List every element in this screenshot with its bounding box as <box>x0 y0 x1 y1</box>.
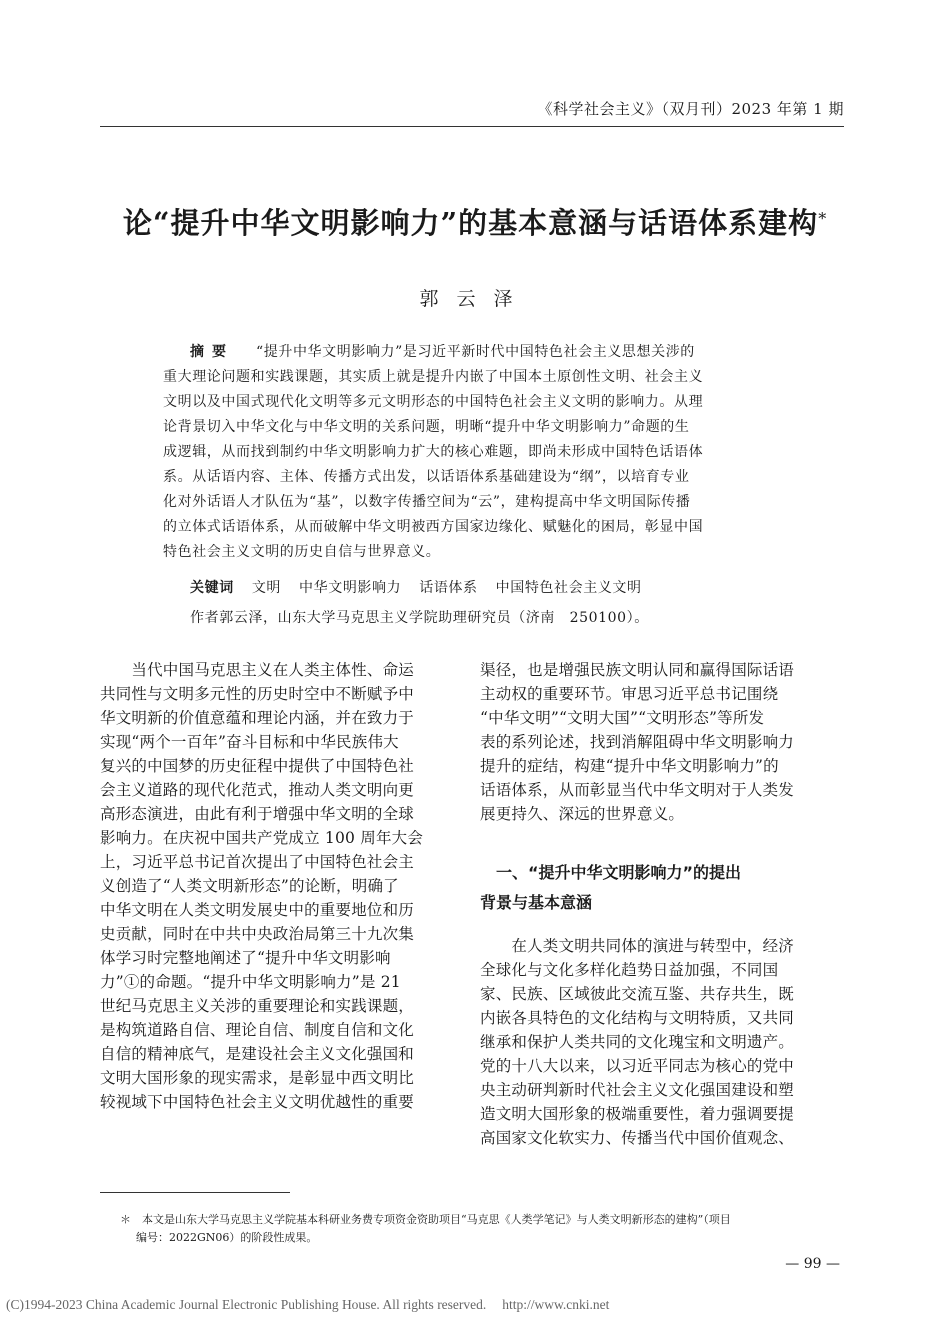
abstract-line: 文明以及中国式现代化文明等多元文明形态的中国特色社会主义文明的影响力。从理 <box>163 394 704 410</box>
paragraph-line: 高国家文化软实力、传播当代中国价值观念、 <box>480 1129 795 1147</box>
paragraph-line: 央主动研判新时代社会主义文化强国建设和塑 <box>480 1081 795 1099</box>
title-footnote-mark: * <box>818 209 828 228</box>
paragraph-line: 党的十八大以来，以习近平同志为核心的党中 <box>480 1057 795 1075</box>
paragraph-line: 是构筑道路自信、理论自信、制度自信和文化 <box>100 1021 415 1039</box>
page-number: — 99 — <box>785 1256 840 1272</box>
abstract-line: 特色社会主义文明的历史自信与世界意义。 <box>163 544 441 560</box>
paragraph-line: 表的系列论述，找到消解阻碍中华文明影响力 <box>480 733 795 751</box>
footnote-line: 编号：2022GN06）的阶段性成果。 <box>136 1231 318 1244</box>
article-title-text: 论“提升中华文明影响力”的基本意涵与话语体系建构 <box>122 206 819 240</box>
paragraph-line: 体学习时完整地阐述了“提升中华文明影响 <box>100 949 391 967</box>
paragraph-line: 史贡献，同时在中共中央政治局第三十九次集 <box>100 925 415 943</box>
abstract-line: 系。从话语内容、主体、传播方式出发，以话语体系基础建设为“纲”，以培育专业 <box>163 469 690 485</box>
section-heading: 背景与基本意涵 <box>480 893 593 912</box>
abstract-text: “提升中华文明影响力”是习近平新时代中国特色社会主义思想关涉的 <box>256 344 695 360</box>
abstract-line: 论背景切入中华文化与中华文明的关系问题，明晰“提升中华文明影响力”命题的生 <box>163 419 690 435</box>
paragraph-line: 内嵌各具特色的文化结构与文明特质，又共同 <box>480 1009 795 1027</box>
paragraph-line: 义创造了“人类文明新形态”的论断，明确了 <box>100 877 399 895</box>
journal-header: 《科学社会主义》（双月刊）2023 年第 1 期 <box>537 100 844 118</box>
paragraph-line: 力”①的命题。“提升中华文明影响力”是 21 <box>100 973 401 991</box>
paragraph-line: 华文明新的价值意蕴和理论内涵，并在致力于 <box>100 709 415 727</box>
copyright-url[interactable]: http://www.cnki.net <box>502 1297 610 1312</box>
abstract-line: 重大理论问题和实践课题，其实质上就是提升内嵌了中国本土原创性文明、社会主义 <box>163 369 704 385</box>
keyword: 文明 <box>251 580 282 596</box>
author-name: 郭云泽 <box>419 288 531 310</box>
paragraph-line: 当代中国马克思主义在人类主体性、命运 <box>100 661 415 679</box>
section-heading: 一、“提升中华文明影响力”的提出 <box>480 863 742 882</box>
copyright-text: (C)1994-2023 China Academic Journal Electronic Publishing House. All rights reserved. <box>6 1297 487 1312</box>
paragraph-line: 会主义道路的现代化范式，推动人类文明向更 <box>100 781 415 799</box>
author-info: 作者郭云泽，山东大学马克思主义学院助理研究员（济南 250100）。 <box>190 610 649 626</box>
paragraph-line: 世纪马克思主义关涉的重要理论和实践课题， <box>100 997 415 1015</box>
abstract-line: 的立体式话语体系，从而破解中华文明被西方国家边缘化、赋魅化的困局，彰显中国 <box>163 519 704 535</box>
paragraph-line: 主动权的重要环节。审思习近平总书记围绕 <box>480 685 779 703</box>
paragraph-line: 提升的症结，构建“提升中华文明影响力”的 <box>480 757 779 775</box>
paragraph-line: 全球化与文化多样化趋势日益加强，不同国 <box>480 961 779 979</box>
abstract-line: 成逻辑，从而找到制约中华文明影响力扩大的核心难题，即尚未形成中国特色话语体 <box>163 444 704 460</box>
keywords-label: 关键词 <box>190 580 234 596</box>
footnote-line: ＊ 本文是山东大学马克思主义学院基本科研业务费专项资金资助项目“马克思《人类学笔记》与人类文明新形态的建构”（项目 <box>120 1213 731 1226</box>
paragraph-line: 家、民族、区域彼此交流互鉴、共存共生，既 <box>480 985 795 1003</box>
article-title <box>100 202 850 244</box>
paragraph-line: 较视域下中国特色社会主义文明优越性的重要 <box>100 1093 415 1111</box>
paragraph-line: 实现“两个一百年”奋斗目标和中华民族伟大 <box>100 733 399 751</box>
paragraph-line: 中华文明在人类文明发展史中的重要地位和历 <box>100 901 415 919</box>
keyword: 中国特色社会主义文明 <box>495 580 642 596</box>
paragraph-line: 渠径，也是增强民族文明认同和赢得国际话语 <box>480 661 795 679</box>
paragraph-line: 继承和保护人类共同的文化瑰宝和文明遗产。 <box>480 1033 795 1051</box>
footnote-rule <box>100 1192 290 1193</box>
keyword: 中华文明影响力 <box>299 580 402 596</box>
keywords <box>190 576 660 600</box>
paragraph-line: 在人类文明共同体的演进与转型中，经济 <box>480 937 795 955</box>
paragraph-line: “中华文明”“文明大国”“文明形态”等所发 <box>480 709 765 727</box>
paragraph-line: 影响力。在庆祝中国共产党成立 100 周年大会 <box>100 829 424 847</box>
abstract-line <box>190 340 695 364</box>
paragraph-line: 上，习近平总书记首次提出了中国特色社会主 <box>100 853 415 871</box>
paragraph-line: 展更持久、深远的世界意义。 <box>480 805 685 823</box>
paragraph-line: 话语体系，从而彰显当代中华文明对于人类发 <box>480 781 795 799</box>
paragraph-line: 高形态演进，由此有利于增强中华文明的全球 <box>100 805 415 823</box>
copyright-watermark <box>6 1297 609 1313</box>
abstract-line: 化对外话语人才队伍为“基”，以数字传播空间为“云”，建构提高中华文明国际传播 <box>163 494 691 510</box>
keyword: 话语体系 <box>419 580 478 596</box>
paragraph-line: 复兴的中国梦的历史征程中提供了中国特色社 <box>100 757 415 775</box>
paragraph-line: 共同性与文明多元性的历史时空中不断赋予中 <box>100 685 415 703</box>
paragraph-line: 自信的精神底气，是建设社会主义文化强国和 <box>100 1045 415 1063</box>
header-rule <box>100 126 844 127</box>
paragraph-line: 文明大国形象的现实需求，是彰显中西文明比 <box>100 1069 415 1087</box>
abstract-label: 摘要 <box>190 344 234 360</box>
paragraph-line: 造文明大国形象的极端重要性，着力强调要提 <box>480 1105 795 1123</box>
